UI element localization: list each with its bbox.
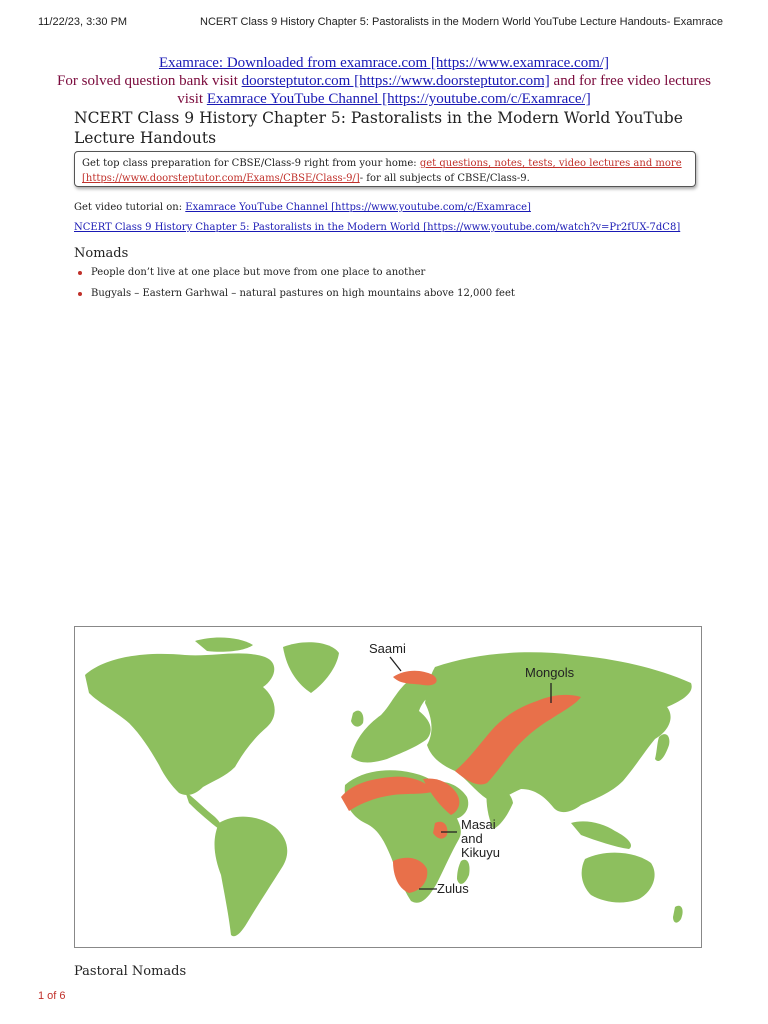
australia (582, 853, 655, 903)
saami-pointer (390, 657, 401, 671)
arctic-islands (195, 638, 253, 652)
banner-visit: visit (177, 91, 207, 107)
notice-box (74, 151, 696, 187)
label-and: and (461, 831, 483, 846)
nomads-heading: Nomads (74, 246, 129, 261)
pastoral-nomads-heading: Pastoral Nomads (74, 964, 187, 979)
notice-suffix: - for all subjects of CBSE/Class-9. (359, 173, 530, 184)
print-datetime: 11/22/23, 3:30 PM (38, 16, 128, 28)
notice-link[interactable]: get questions, notes, tests, video lectures and more [https://www.doorsteptutor.com/Exams/CBSE/Class-9/] (82, 158, 682, 184)
video-tutorial-line (74, 201, 531, 214)
world-map-svg (75, 627, 701, 947)
saami-region (393, 671, 437, 686)
label-zulus: Zulus (437, 881, 469, 896)
page-title: NCERT Class 9 History Chapter 5: Pastoralists in the Modern World YouTube Lecture Handouts (74, 109, 683, 147)
youtube-channel-link[interactable]: Examrace YouTube Channel [https://youtube.com/c/Examrace/] (206, 91, 591, 107)
label-saami: Saami (369, 641, 406, 656)
label-masai: Masai (461, 817, 496, 832)
source-banner (0, 54, 768, 108)
nomads-list (78, 266, 515, 308)
print-title: NCERT Class 9 History Chapter 5: Pastoralists in the Modern World YouTube Lecture Handouts- Examrace (200, 16, 723, 28)
banner-prefix: For solved question bank visit (57, 73, 242, 89)
banner-suffix: and for free video lectures (549, 73, 711, 89)
print-header (0, 16, 768, 32)
central-america (185, 791, 221, 829)
list-item: People don’t live at one place but move from one place to another (78, 266, 515, 280)
video-tutorial-prefix: Get video tutorial on: (74, 202, 186, 213)
new-zealand (673, 906, 683, 923)
label-kikuyu: Kikuyu (461, 845, 501, 860)
page-number: 1 of 6 (38, 990, 66, 1002)
label-mongols: Mongols (525, 665, 575, 680)
video-lecture-link[interactable]: NCERT Class 9 History Chapter 5: Pastoralists in the Modern World [https://www.youtube.com/watch?v=Pr2fUX-7dC8] (74, 222, 681, 233)
list-item: Bugyals – Eastern Garhwal – natural pastures on high mountains above 12,000 feet (78, 287, 515, 301)
europe (351, 674, 441, 762)
greenland (283, 642, 339, 693)
doorsteptutor-link[interactable]: doorsteptutor.com [https://www.doorsteptutor.com] (241, 73, 550, 89)
uk (351, 711, 363, 727)
video-channel-link[interactable]: Examrace YouTube Channel [https://www.youtube.com/c/Examrace] (185, 202, 531, 213)
south-america (215, 817, 288, 937)
japan (655, 734, 669, 761)
examrace-link[interactable]: Examrace: Downloaded from examrace.com [https://www.examrace.com/] (158, 55, 610, 71)
north-america (85, 653, 275, 795)
pastoral-map (74, 626, 702, 948)
southeast-asia-islands (571, 821, 631, 849)
notice-prefix: Get top class preparation for CBSE/Class-9 right from your home: (82, 158, 420, 169)
video-link-line (74, 221, 680, 234)
